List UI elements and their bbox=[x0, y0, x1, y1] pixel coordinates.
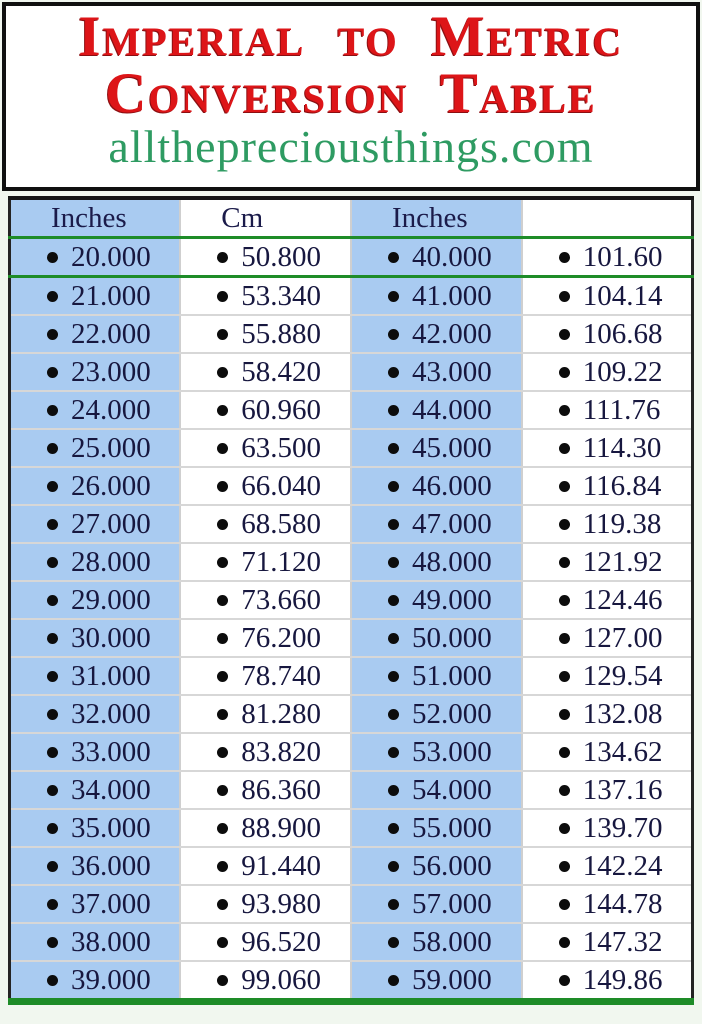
inches-cell-left bbox=[10, 923, 181, 961]
cm-cell-left bbox=[180, 429, 351, 467]
cell-value: 147.32 bbox=[582, 925, 663, 958]
cell-value: 50.800 bbox=[241, 240, 321, 273]
bullet-icon bbox=[47, 481, 58, 492]
cell-value: 46.000 bbox=[412, 469, 492, 502]
table-row bbox=[10, 429, 693, 467]
cm-cell-left bbox=[180, 391, 351, 429]
table-row bbox=[10, 847, 693, 885]
inches-cell-left bbox=[10, 809, 181, 847]
cell-value: 28.000 bbox=[71, 545, 151, 578]
cell-value: 21.000 bbox=[71, 279, 151, 312]
cm-cell-right bbox=[522, 467, 693, 505]
bullet-icon bbox=[559, 291, 570, 302]
cm-cell-left bbox=[180, 695, 351, 733]
cell-value: 83.820 bbox=[241, 735, 321, 768]
bullet-icon bbox=[559, 899, 570, 910]
column-header-cm-1: Cm bbox=[180, 198, 351, 238]
cell-value: 91.440 bbox=[241, 849, 321, 882]
bullet-icon bbox=[559, 443, 570, 454]
cm-cell-left bbox=[180, 809, 351, 847]
cm-cell-right bbox=[522, 277, 693, 316]
inches-cell-left bbox=[10, 543, 181, 581]
cell-value: 58.000 bbox=[412, 925, 492, 958]
cell-value: 34.000 bbox=[71, 773, 151, 806]
cell-value: 101.60 bbox=[582, 240, 663, 273]
inches-cell-left bbox=[10, 391, 181, 429]
cm-cell-right bbox=[522, 619, 693, 657]
cell-value: 33.000 bbox=[71, 735, 151, 768]
table-row bbox=[10, 657, 693, 695]
bullet-icon bbox=[388, 443, 399, 454]
cell-value: 53.340 bbox=[241, 279, 321, 312]
bullet-icon bbox=[559, 519, 570, 530]
table-row bbox=[10, 467, 693, 505]
cm-cell-left bbox=[180, 619, 351, 657]
cell-value: 106.68 bbox=[582, 317, 663, 350]
cell-value: 23.000 bbox=[71, 355, 151, 388]
cell-value: 66.040 bbox=[241, 469, 321, 502]
cm-cell-right bbox=[522, 695, 693, 733]
inches-cell-left bbox=[10, 315, 181, 353]
cell-value: 48.000 bbox=[412, 545, 492, 578]
inches-cell-right bbox=[351, 581, 522, 619]
bullet-icon bbox=[217, 481, 228, 492]
cell-value: 93.980 bbox=[241, 887, 321, 920]
bullet-icon bbox=[559, 405, 570, 416]
bullet-icon bbox=[47, 443, 58, 454]
bullet-icon bbox=[217, 709, 228, 720]
inches-cell-left bbox=[10, 733, 181, 771]
bullet-icon bbox=[47, 937, 58, 948]
bullet-icon bbox=[559, 671, 570, 682]
cm-cell-right bbox=[522, 505, 693, 543]
cell-value: 109.22 bbox=[582, 355, 663, 388]
header-row bbox=[10, 198, 693, 238]
cm-cell-left bbox=[180, 771, 351, 809]
table-row bbox=[10, 238, 693, 277]
bullet-icon bbox=[47, 899, 58, 910]
inches-cell-right bbox=[351, 619, 522, 657]
table-row bbox=[10, 581, 693, 619]
inches-cell-right bbox=[351, 467, 522, 505]
bullet-icon bbox=[559, 747, 570, 758]
cell-value: 86.360 bbox=[241, 773, 321, 806]
bullet-icon bbox=[559, 633, 570, 644]
cell-value: 24.000 bbox=[71, 393, 151, 426]
cell-value: 63.500 bbox=[241, 431, 321, 464]
cell-value: 50.000 bbox=[412, 621, 492, 654]
bullet-icon bbox=[559, 481, 570, 492]
bullet-icon bbox=[217, 785, 228, 796]
website-url: allthepreciousthings.com bbox=[108, 121, 594, 172]
cell-value: 39.000 bbox=[71, 963, 151, 996]
bullet-icon bbox=[217, 443, 228, 454]
table-row bbox=[10, 771, 693, 809]
bullet-icon bbox=[388, 481, 399, 492]
bullet-icon bbox=[559, 861, 570, 872]
bullet-icon bbox=[388, 709, 399, 720]
inches-cell-left bbox=[10, 353, 181, 391]
bullet-icon bbox=[47, 633, 58, 644]
bullet-icon bbox=[217, 633, 228, 644]
page-title-line-1: Imperial to Metric bbox=[78, 5, 624, 68]
cell-value: 20.000 bbox=[71, 240, 151, 273]
cm-cell-right bbox=[522, 847, 693, 885]
bullet-icon bbox=[217, 747, 228, 758]
bullet-icon bbox=[388, 899, 399, 910]
column-header-inches-1: Inches bbox=[10, 198, 181, 238]
bullet-icon bbox=[217, 329, 228, 340]
cm-cell-left bbox=[180, 315, 351, 353]
cell-value: 29.000 bbox=[71, 583, 151, 616]
table-row bbox=[10, 277, 693, 316]
cell-value: 134.62 bbox=[582, 735, 663, 768]
cm-cell-right bbox=[522, 429, 693, 467]
cell-value: 55.880 bbox=[241, 317, 321, 350]
cell-value: 78.740 bbox=[241, 659, 321, 692]
inches-cell-left bbox=[10, 619, 181, 657]
bullet-icon bbox=[388, 861, 399, 872]
cm-cell-left bbox=[180, 467, 351, 505]
inches-cell-left bbox=[10, 657, 181, 695]
bullet-icon bbox=[217, 937, 228, 948]
cm-cell-right bbox=[522, 581, 693, 619]
cell-value: 96.520 bbox=[241, 925, 321, 958]
cell-value: 56.000 bbox=[412, 849, 492, 882]
bullet-icon bbox=[559, 709, 570, 720]
cell-value: 42.000 bbox=[412, 317, 492, 350]
bullet-icon bbox=[217, 823, 228, 834]
cm-cell-left bbox=[180, 238, 351, 277]
bullet-icon bbox=[559, 329, 570, 340]
cell-value: 88.900 bbox=[241, 811, 321, 844]
bullet-icon bbox=[47, 405, 58, 416]
bullet-icon bbox=[217, 975, 228, 986]
cell-value: 43.000 bbox=[412, 355, 492, 388]
cell-value: 45.000 bbox=[412, 431, 492, 464]
cm-cell-right bbox=[522, 353, 693, 391]
bullet-icon bbox=[217, 367, 228, 378]
bullet-icon bbox=[47, 519, 58, 530]
bullet-icon bbox=[47, 823, 58, 834]
bullet-icon bbox=[559, 785, 570, 796]
title-banner bbox=[2, 2, 700, 191]
cm-cell-left bbox=[180, 277, 351, 316]
cell-value: 22.000 bbox=[71, 317, 151, 350]
inches-cell-left bbox=[10, 467, 181, 505]
cell-value: 30.000 bbox=[71, 621, 151, 654]
inches-cell-left bbox=[10, 771, 181, 809]
bullet-icon bbox=[217, 595, 228, 606]
cell-value: 44.000 bbox=[412, 393, 492, 426]
cell-value: 41.000 bbox=[412, 279, 492, 312]
bullet-icon bbox=[559, 367, 570, 378]
cell-value: 47.000 bbox=[412, 507, 492, 540]
bullet-icon bbox=[388, 823, 399, 834]
table-row bbox=[10, 809, 693, 847]
inches-cell-right bbox=[351, 771, 522, 809]
cm-cell-left bbox=[180, 885, 351, 923]
bullet-icon bbox=[47, 252, 58, 263]
bullet-icon bbox=[217, 252, 228, 263]
cell-value: 55.000 bbox=[412, 811, 492, 844]
cell-value: 57.000 bbox=[412, 887, 492, 920]
page-title-line-2: Conversion Table bbox=[105, 62, 597, 125]
cm-cell-right bbox=[522, 961, 693, 1002]
cell-value: 149.86 bbox=[582, 963, 663, 996]
bullet-icon bbox=[559, 975, 570, 986]
bullet-icon bbox=[388, 329, 399, 340]
inches-cell-right bbox=[351, 391, 522, 429]
table-row bbox=[10, 961, 693, 1002]
bullet-icon bbox=[47, 367, 58, 378]
cm-cell-left bbox=[180, 923, 351, 961]
cm-cell-right bbox=[522, 809, 693, 847]
bullet-icon bbox=[559, 823, 570, 834]
bullet-icon bbox=[47, 785, 58, 796]
cm-cell-right bbox=[522, 391, 693, 429]
bullet-icon bbox=[388, 519, 399, 530]
cell-value: 37.000 bbox=[71, 887, 151, 920]
inches-cell-right bbox=[351, 238, 522, 277]
table-row bbox=[10, 505, 693, 543]
bullet-icon bbox=[388, 747, 399, 758]
cell-value: 144.78 bbox=[582, 887, 663, 920]
cm-cell-left bbox=[180, 733, 351, 771]
cell-value: 127.00 bbox=[582, 621, 663, 654]
cm-cell-right bbox=[522, 771, 693, 809]
inches-cell-left bbox=[10, 429, 181, 467]
cell-value: 36.000 bbox=[71, 849, 151, 882]
bullet-icon bbox=[47, 671, 58, 682]
inches-cell-right bbox=[351, 695, 522, 733]
bullet-icon bbox=[217, 671, 228, 682]
cell-value: 52.000 bbox=[412, 697, 492, 730]
cell-value: 68.580 bbox=[241, 507, 321, 540]
inches-cell-right bbox=[351, 809, 522, 847]
bullet-icon bbox=[388, 405, 399, 416]
inches-cell-right bbox=[351, 847, 522, 885]
inches-cell-left bbox=[10, 277, 181, 316]
inches-cell-left bbox=[10, 238, 181, 277]
cell-value: 114.30 bbox=[582, 431, 662, 464]
cell-value: 54.000 bbox=[412, 773, 492, 806]
bullet-icon bbox=[388, 595, 399, 606]
cell-value: 38.000 bbox=[71, 925, 151, 958]
bullet-icon bbox=[47, 975, 58, 986]
table-row bbox=[10, 543, 693, 581]
conversion-table-header bbox=[10, 198, 693, 238]
cell-value: 142.24 bbox=[582, 849, 663, 882]
cell-value: 59.000 bbox=[412, 963, 492, 996]
column-header-cm-2 bbox=[522, 198, 693, 238]
cm-cell-right bbox=[522, 885, 693, 923]
inches-cell-right bbox=[351, 733, 522, 771]
table-row bbox=[10, 619, 693, 657]
bullet-icon bbox=[47, 861, 58, 872]
cell-value: 104.14 bbox=[582, 279, 663, 312]
cm-cell-right bbox=[522, 923, 693, 961]
cm-cell-left bbox=[180, 961, 351, 1002]
cell-value: 73.660 bbox=[241, 583, 321, 616]
bullet-icon bbox=[217, 861, 228, 872]
cell-value: 32.000 bbox=[71, 697, 151, 730]
bullet-icon bbox=[388, 975, 399, 986]
bullet-icon bbox=[388, 633, 399, 644]
inches-cell-right bbox=[351, 505, 522, 543]
inches-cell-right bbox=[351, 961, 522, 1002]
cell-value: 31.000 bbox=[71, 659, 151, 692]
bullet-icon bbox=[559, 595, 570, 606]
cell-value: 27.000 bbox=[71, 507, 151, 540]
bullet-icon bbox=[217, 291, 228, 302]
cell-value: 49.000 bbox=[412, 583, 492, 616]
cell-value: 25.000 bbox=[71, 431, 151, 464]
conversion-table bbox=[8, 196, 694, 1005]
cm-cell-left bbox=[180, 543, 351, 581]
inches-cell-right bbox=[351, 429, 522, 467]
inches-cell-left bbox=[10, 505, 181, 543]
cell-value: 53.000 bbox=[412, 735, 492, 768]
cm-cell-left bbox=[180, 657, 351, 695]
conversion-table-container bbox=[8, 196, 694, 1005]
bullet-icon bbox=[47, 595, 58, 606]
table-row bbox=[10, 695, 693, 733]
bullet-icon bbox=[217, 899, 228, 910]
table-row bbox=[10, 315, 693, 353]
cell-value: 58.420 bbox=[241, 355, 321, 388]
cm-cell-right bbox=[522, 238, 693, 277]
cell-value: 76.200 bbox=[241, 621, 321, 654]
bullet-icon bbox=[47, 291, 58, 302]
bullet-icon bbox=[217, 557, 228, 568]
bullet-icon bbox=[388, 557, 399, 568]
cm-cell-right bbox=[522, 315, 693, 353]
cm-cell-right bbox=[522, 657, 693, 695]
bullet-icon bbox=[47, 329, 58, 340]
cm-cell-left bbox=[180, 353, 351, 391]
bullet-icon bbox=[217, 405, 228, 416]
cm-cell-left bbox=[180, 505, 351, 543]
inches-cell-left bbox=[10, 581, 181, 619]
bullet-icon bbox=[388, 671, 399, 682]
inches-cell-left bbox=[10, 695, 181, 733]
cell-value: 139.70 bbox=[582, 811, 663, 844]
cell-value: 129.54 bbox=[582, 659, 663, 692]
bullet-icon bbox=[47, 557, 58, 568]
cm-cell-left bbox=[180, 581, 351, 619]
cell-value: 132.08 bbox=[582, 697, 663, 730]
bullet-icon bbox=[388, 252, 399, 263]
table-row bbox=[10, 885, 693, 923]
bullet-icon bbox=[388, 785, 399, 796]
cell-value: 137.16 bbox=[582, 773, 663, 806]
bullet-icon bbox=[47, 747, 58, 758]
cm-cell-right bbox=[522, 543, 693, 581]
bullet-icon bbox=[388, 367, 399, 378]
bullet-icon bbox=[388, 937, 399, 948]
inches-cell-right bbox=[351, 657, 522, 695]
column-header-inches-2: Inches bbox=[351, 198, 522, 238]
table-row bbox=[10, 391, 693, 429]
cell-value: 81.280 bbox=[241, 697, 321, 730]
bullet-icon bbox=[388, 291, 399, 302]
cell-value: 51.000 bbox=[412, 659, 492, 692]
cell-value: 121.92 bbox=[582, 545, 663, 578]
bullet-icon bbox=[559, 937, 570, 948]
inches-cell-left bbox=[10, 961, 181, 1002]
inches-cell-left bbox=[10, 885, 181, 923]
cell-value: 35.000 bbox=[71, 811, 151, 844]
bullet-icon bbox=[47, 709, 58, 720]
inches-cell-right bbox=[351, 543, 522, 581]
inches-cell-right bbox=[351, 277, 522, 316]
cell-value: 60.960 bbox=[241, 393, 321, 426]
cell-value: 99.060 bbox=[241, 963, 321, 996]
cell-value: 111.76 bbox=[582, 393, 661, 426]
bullet-icon bbox=[559, 557, 570, 568]
inches-cell-right bbox=[351, 315, 522, 353]
table-row bbox=[10, 733, 693, 771]
inches-cell-left bbox=[10, 847, 181, 885]
bullet-icon bbox=[559, 252, 570, 263]
cell-value: 71.120 bbox=[241, 545, 321, 578]
cm-cell-right bbox=[522, 733, 693, 771]
cell-value: 119.38 bbox=[582, 507, 662, 540]
inches-cell-right bbox=[351, 923, 522, 961]
cm-cell-left bbox=[180, 847, 351, 885]
conversion-table-body bbox=[10, 238, 693, 1002]
inches-cell-right bbox=[351, 353, 522, 391]
bullet-icon bbox=[217, 519, 228, 530]
table-row bbox=[10, 353, 693, 391]
inches-cell-right bbox=[351, 885, 522, 923]
cell-value: 116.84 bbox=[582, 469, 662, 502]
cell-value: 124.46 bbox=[582, 583, 663, 616]
table-row bbox=[10, 923, 693, 961]
cell-value: 26.000 bbox=[71, 469, 151, 502]
cell-value: 40.000 bbox=[412, 240, 492, 273]
